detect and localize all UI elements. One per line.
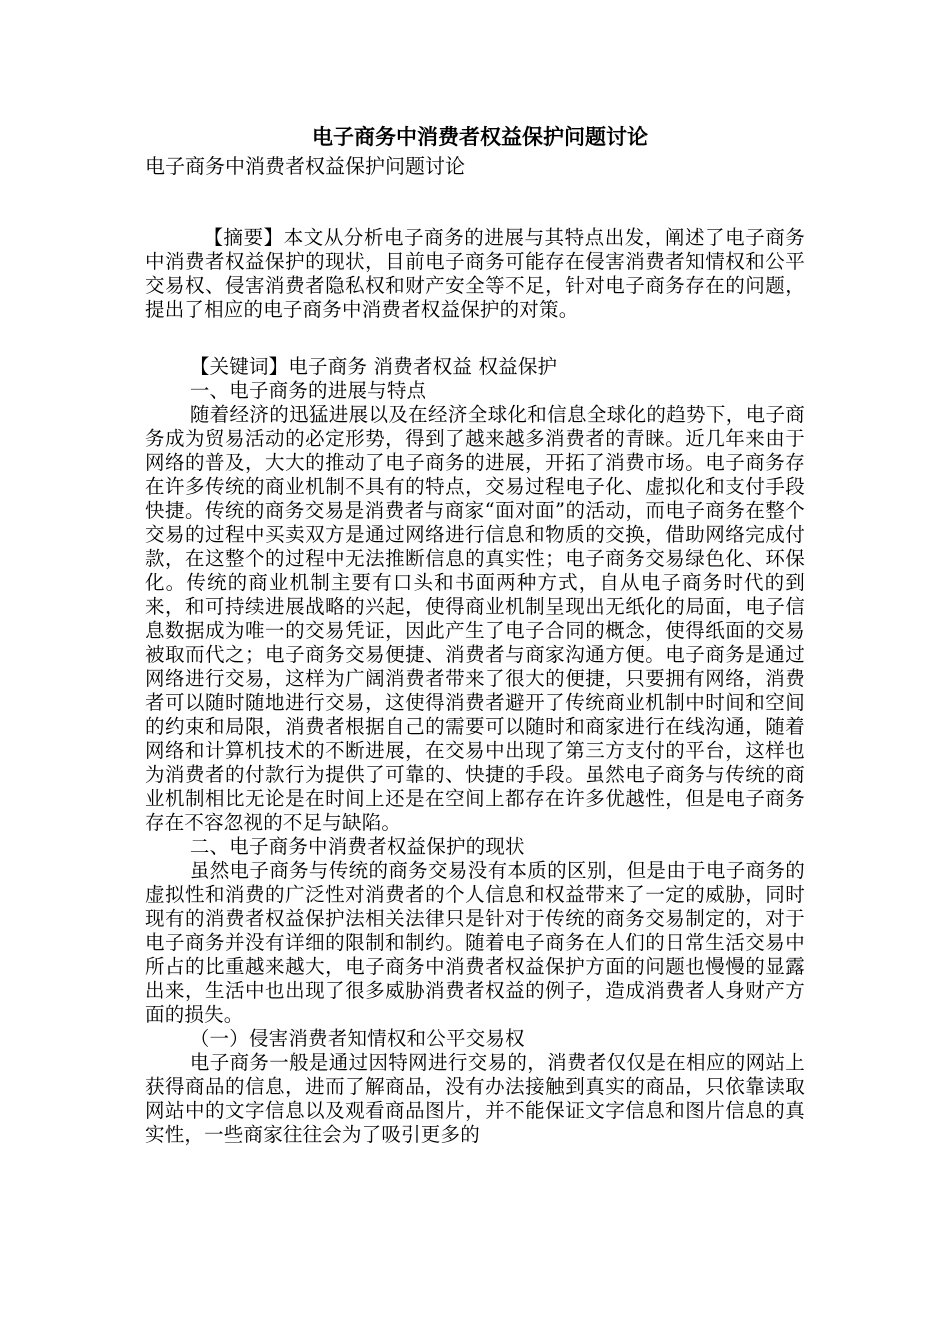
section-heading-1: 一、电子商务的进展与特点: [189, 379, 427, 402]
section-heading-2: 二、电子商务中消费者权益保护的现状: [189, 835, 525, 858]
abstract-paragraph: 【摘要】本文从分析电子商务的进展与其特点出发，阐述了电子商务中消费者权益保护的现状，目前电子商务可能存在侵害消费者知情权和公平交易权、侵害消费者隐私权和财产安全等不足，针对电子商务存在的问题，提出了相应的电子商务中消费者权益保护的对策。: [145, 226, 805, 321]
spacer: [145, 322, 805, 355]
subsection-body-1: 电子商务一般是通过因特网进行交易的，消费者仅仅是在相应的网站上获得商品的信息，进而了解商品，没有办法接触到真实的商品，只依靠读取网站中的文字信息以及观看商品图片，并不能保证文字信息和图片信息的真实性，一些商家往往会为了吸引更多的: [145, 1051, 805, 1146]
document-page: [145, 122, 805, 1147]
document-subtitle: 电子商务中消费者权益保护问题讨论: [145, 154, 465, 178]
section-body-1: 随着经济的迅猛进展以及在经济全球化和信息全球化的趋势下，电子商务成为贸易活动的必定形势，得到了越来越多消费者的青睐。近几年来由于网络的普及，大大的推动了电子商务的进展，开拓了消费市场。电子商务存在许多传统的商业机制不具有的特点，交易过程电子化、虚拟化和支付手段快捷。传统的商务交易是消费者与商家“面对面”的活动，而电子商务在整个交易的过程中买卖双方是通过网络进行信息和物质的交换，借助网络完成付款，在这整个的过程中无法推断信息的真实性；电子商务交易绿色化、环保化。传统的商业机制主要有口头和书面两种方式，自从电子商务时代的到来，和可持续进展战略的兴起，使得商业机制呈现出无纸化的局面，电子信息数据成为唯一的交易凭证，因此产生了电子合同的概念，使得纸面的交易被取而代之；电子商务交易便捷、消费者与商家沟通方便。电子商务是通过网络进行交易，这样为广阔消费者带来了很大的便捷，只要拥有网络，消费者可以随时随地进行交易，这使得消费者避开了传统商业机制中时间和空间的约束和局限，消费者根据自己的需要可以随时和商家进行在线沟通，随着网络和计算机技术的不断进展，在交易中出现了第三方支付的平台，这样也为消费者的付款行为提供了可靠的、快捷的手段。虽然电子商务与传统的商业机制相比无论是在时间上还是在空间上都存在许多优越性，但是电子商务存在不容忽视的不足与缺陷。: [145, 403, 805, 834]
spacer: [145, 180, 805, 226]
keywords-line: 【关键词】电子商务 消费者权益 权益保护: [189, 355, 558, 378]
subsection-heading-1: （一）侵害消费者知情权和公平交易权: [189, 1027, 525, 1050]
document-title: 电子商务中消费者权益保护问题讨论: [312, 124, 648, 149]
section-body-2: 虽然电子商务与传统的商务交易没有本质的区别，但是由于电子商务的虚拟性和消费的广泛性对消费者的个人信息和权益带来了一定的威胁，同时现有的消费者权益保护法相关法律只是针对于传统的商务交易制定的，对于电子商务并没有详细的限制和制约。随着电子商务在人们的日常生活交易中所占的比重越来越大，电子商务中消费者权益保护方面的问题也慢慢的显露出来，生活中也出现了很多威胁消费者权益的例子，造成消费者人身财产方面的损失。: [145, 859, 805, 1026]
